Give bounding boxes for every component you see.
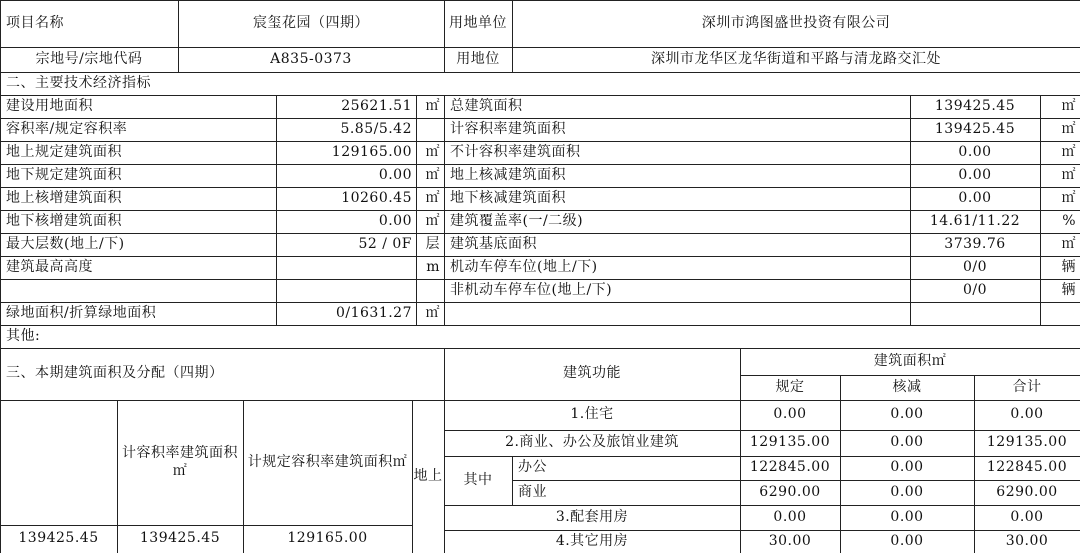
function-header: 建筑功能 — [563, 365, 621, 382]
indicator-value: 25621.51 — [341, 97, 412, 114]
parcel-code: A835-0373 — [270, 50, 352, 67]
indicator-label: 容积率/规定容积率 — [6, 120, 128, 137]
indicator-unit: ㎡ — [1061, 143, 1076, 160]
total-area: 122845.00 — [986, 459, 1068, 476]
left-value: 139425.45 — [18, 530, 99, 547]
location-label: 用地位 — [456, 50, 500, 67]
indicator-unit: ㎡ — [1061, 189, 1076, 206]
indicator-label: 建筑覆盖率(一/二级) — [450, 212, 584, 229]
indicator-value — [276, 256, 416, 279]
indicator-label: 非机动车停车位(地上/下) — [450, 281, 613, 298]
planned-area: 6290.00 — [759, 483, 821, 500]
indicator-label — [444, 302, 910, 325]
indicator-label: 不计容积率建筑面积 — [450, 143, 581, 160]
indicator-unit: m — [426, 258, 440, 275]
indicator-value: 14.61/11.22 — [929, 212, 1021, 229]
indicator-value: 52 / 0F — [358, 235, 412, 252]
section3-title: 三、本期建筑面积及分配（四期） — [6, 365, 224, 382]
left-header-regulated-area: 计规定容积率建筑面积㎡ — [247, 453, 408, 470]
indicator-unit — [416, 279, 444, 302]
indicator-unit: ㎡ — [425, 189, 440, 206]
owner-name: 深圳市鸿图盛世投资有限公司 — [701, 14, 891, 31]
planned-area: 0.00 — [773, 406, 807, 423]
function-name: 3.配套用房 — [555, 508, 629, 525]
reduced-area: 0.00 — [890, 459, 924, 476]
indicator-value: 0/0 — [962, 281, 988, 298]
indicator-value: 0.00 — [958, 166, 992, 183]
indicator-label: 最大层数(地上/下) — [6, 235, 125, 252]
indicator-label: 绿地面积/折算绿地面积 — [6, 304, 157, 321]
indicator-value — [910, 302, 1040, 325]
total-area: 0.00 — [1010, 406, 1044, 423]
indicator-label — [0, 279, 276, 302]
among-label: 其中 — [463, 471, 493, 488]
indicator-value: 0/0 — [962, 258, 988, 275]
function-name: 办公 — [518, 459, 547, 476]
total-area: 30.00 — [1005, 532, 1049, 549]
indicator-unit: ㎡ — [425, 166, 440, 183]
indicator-unit: 辆 — [1061, 281, 1076, 298]
reduced-area: 0.00 — [890, 434, 924, 451]
indicator-value — [276, 279, 416, 302]
section2-title: 二、主要技术经济指标 — [6, 74, 151, 91]
function-name: 1.住宅 — [570, 406, 614, 423]
reduced-area: 0.00 — [890, 483, 924, 500]
indicator-value: 0.00 — [378, 166, 412, 183]
planned-area: 0.00 — [773, 508, 807, 525]
indicator-label: 建筑基底面积 — [450, 235, 537, 252]
total-area: 129135.00 — [986, 434, 1068, 451]
indicator-unit: ㎡ — [425, 304, 440, 321]
indicator-value: 5.85/5.42 — [340, 120, 412, 137]
indicator-label: 总建筑面积 — [450, 97, 523, 114]
indicator-label: 建筑最高高度 — [6, 258, 93, 275]
indicator-value: 0.00 — [958, 189, 992, 206]
indicator-value: 3739.76 — [944, 235, 1006, 252]
other-label: 其他: — [6, 327, 41, 344]
col-total: 合计 — [1012, 378, 1042, 395]
indicator-label: 建设用地面积 — [6, 97, 93, 114]
indicator-unit: ㎡ — [425, 143, 440, 160]
project-name-label: 项目名称 — [6, 14, 64, 31]
indicator-label: 计容积率建筑面积 — [450, 120, 566, 137]
indicator-label: 地下核减建筑面积 — [450, 189, 566, 206]
col-planned: 规定 — [775, 378, 805, 395]
indicator-label: 地下规定建筑面积 — [6, 166, 122, 183]
indicator-unit: ㎡ — [1061, 235, 1076, 252]
indicator-unit: ㎡ — [1061, 166, 1076, 183]
function-name: 2.商业、办公及旅馆业建筑 — [505, 434, 679, 451]
above-ground-label: 地上 — [413, 467, 443, 484]
indicator-value: 139425.45 — [934, 120, 1016, 137]
function-name: 商业 — [518, 483, 547, 500]
owner-label: 用地单位 — [449, 14, 507, 31]
indicator-unit: ㎡ — [425, 97, 440, 114]
indicator-unit: 辆 — [1061, 258, 1076, 275]
planned-area: 122845.00 — [749, 459, 831, 476]
project-name: 宸玺花园（四期） — [253, 14, 369, 31]
planned-area: 30.00 — [768, 532, 812, 549]
left-value: 129165.00 — [287, 530, 368, 547]
total-area: 6290.00 — [996, 483, 1058, 500]
indicator-unit: ㎡ — [425, 212, 440, 229]
reduced-area: 0.00 — [890, 532, 924, 549]
indicator-unit: ㎡ — [1061, 97, 1076, 114]
col-reduced: 核减 — [892, 378, 922, 395]
indicator-unit: % — [1062, 212, 1076, 229]
parcel-label: 宗地号/宗地代码 — [35, 50, 143, 67]
function-name: 4.其它用房 — [555, 532, 629, 549]
indicator-label: 地下核增建筑面积 — [6, 212, 122, 229]
indicator-label: 地上规定建筑面积 — [6, 143, 122, 160]
indicator-value: 0.00 — [378, 212, 412, 229]
indicator-label: 地上核减建筑面积 — [450, 166, 566, 183]
area-header: 建筑面积㎡ — [873, 352, 947, 369]
indicator-label: 地上核增建筑面积 — [6, 189, 122, 206]
indicator-value: 129165.00 — [331, 143, 412, 160]
total-area: 0.00 — [1010, 508, 1044, 525]
indicator-unit — [1040, 302, 1080, 325]
location-value: 深圳市龙华区龙华街道和平路与清龙路交汇处 — [651, 50, 941, 67]
indicator-unit: 层 — [425, 235, 440, 252]
reduced-area: 0.00 — [890, 406, 924, 423]
indicator-value: 139425.45 — [934, 97, 1016, 114]
left-header-floor-area: 计容积率建筑面积㎡ — [122, 445, 238, 479]
left-value: 139425.45 — [139, 530, 221, 547]
planned-area: 129135.00 — [749, 434, 831, 451]
indicator-value: 10260.45 — [341, 189, 412, 206]
reduced-area: 0.00 — [890, 508, 924, 525]
indicator-unit — [416, 118, 444, 141]
indicator-label: 机动车停车位(地上/下) — [450, 258, 598, 275]
indicator-unit: ㎡ — [1061, 120, 1076, 137]
indicator-value: 0.00 — [958, 143, 992, 160]
indicator-value: 0/1631.27 — [335, 304, 412, 321]
